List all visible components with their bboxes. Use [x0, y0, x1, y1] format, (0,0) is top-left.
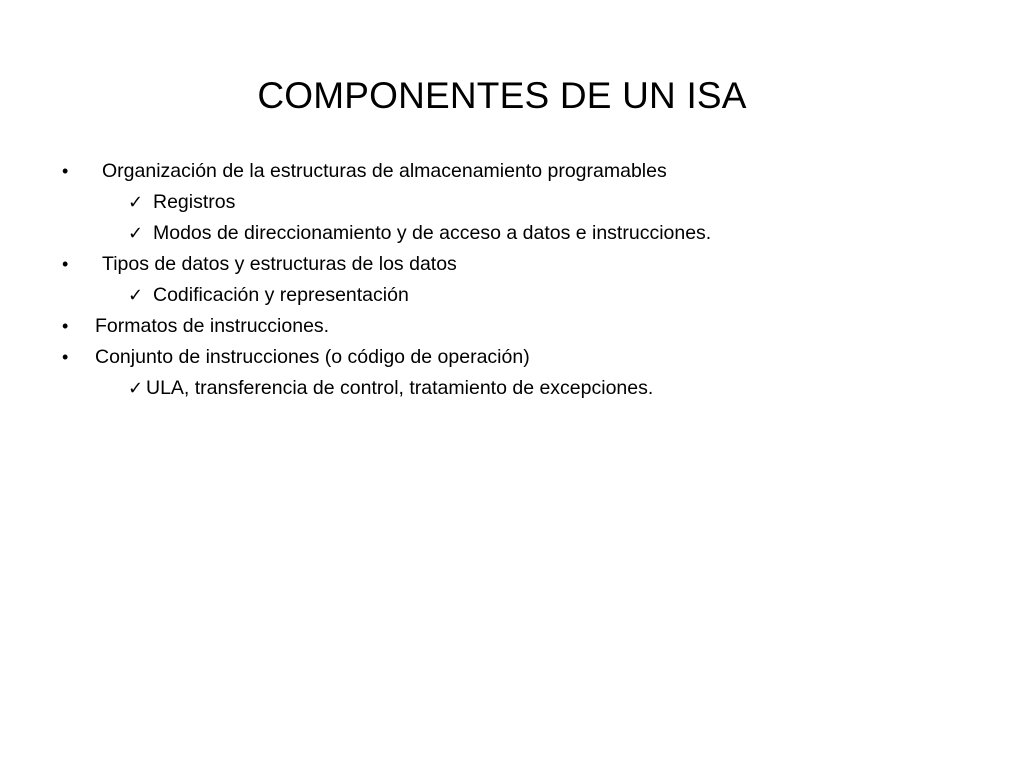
slide-title: COMPONENTES DE UN ISA [257, 75, 747, 116]
list-item [60, 187, 960, 218]
checkmark-icon: ✓ [128, 223, 144, 243]
list-item-text: Formatos de instrucciones. [95, 315, 330, 337]
list-item [60, 280, 960, 311]
list-item [60, 156, 960, 187]
list-item-text: ULA, transferencia de control, tratamiento de excepciones. [146, 377, 654, 399]
list-item-text: Tipos de datos y estructuras de los datos [102, 253, 457, 275]
list-item-text: Modos de direccionamiento y de acceso a datos e instrucciones. [153, 222, 712, 244]
bullet-icon: • [62, 254, 69, 274]
list-item-text: Organización de la estructuras de almacenamiento programables [102, 160, 667, 182]
list-item [60, 311, 960, 342]
bullet-icon: • [62, 161, 69, 181]
checkmark-icon: ✓ [128, 285, 144, 305]
list-item [60, 249, 960, 280]
list-item-text: Codificación y representación [153, 284, 409, 306]
list-item [60, 373, 960, 404]
list-item [60, 342, 960, 373]
bullet-list [60, 156, 960, 404]
list-item [60, 218, 960, 249]
checkmark-icon: ✓ [128, 378, 144, 398]
bullet-icon: • [62, 316, 69, 336]
bullet-icon: • [62, 347, 69, 367]
checkmark-icon: ✓ [128, 192, 144, 212]
list-item-text: Conjunto de instrucciones (o código de operación) [95, 346, 530, 368]
list-item-text: Registros [153, 191, 236, 213]
